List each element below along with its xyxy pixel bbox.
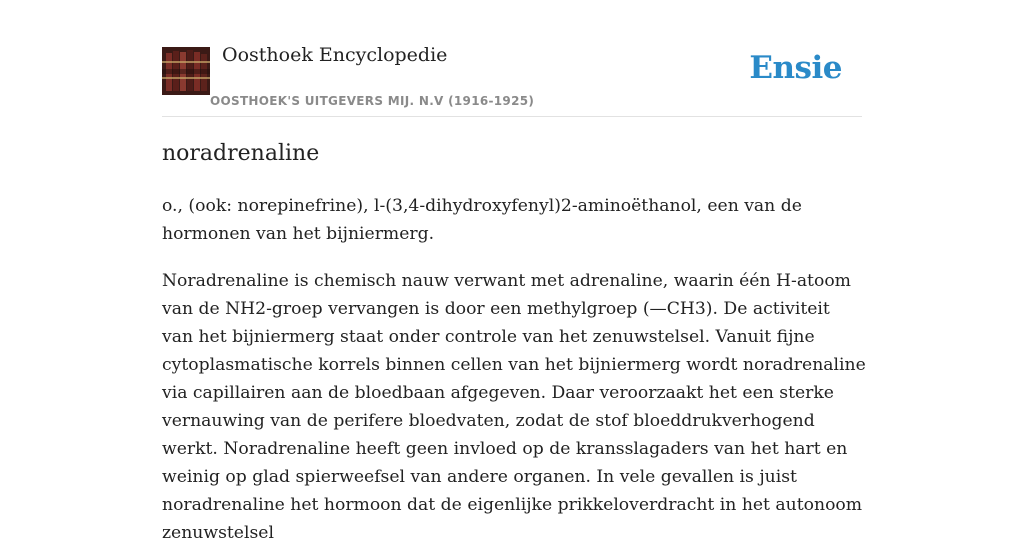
source-title[interactable]: Oosthoek Encyclopedie [222,44,448,66]
article [162,138,866,547]
book-spines-icon [162,47,210,95]
article-title: noradrenaline [162,141,320,166]
article-paragraph: Noradrenaline is chemisch nauw verwant met adrenaline, waarin één H-atoom van de NH2-groep vervangen is door een methylgroep (—CH3). De activiteit van het bijniermerg staat onder controle van het zenuwstelsel. Vanuit fijne cytoplasmatische korrels binnen cellen van het bijniermerg wordt noradrenaline via capillairen aan de bloedbaan afgegeven. Daar veroorzaakt het een sterke vernauwing van de perifere bloedvaten, zodat de stof bloeddrukverhogend werkt. Noradrenaline heeft geen invloed op de kransslagaders van het hart en weinig op glad spierweefsel van andere organen. In vele gevallen is juist noradrenaline het hormoon dat de eigenlijke prikkeloverdracht in het autonoom zenuwstelsel [162,271,866,543]
source-avatar[interactable] [162,47,210,95]
ensie-logo-link[interactable]: Ensie [749,50,842,86]
site-header [162,0,862,117]
article-paragraph: o., (ook: norepinefrine), l-(3,4-dihydroxyfenyl)2-aminoëthanol, een van de hormonen van het bijniermerg. [162,196,802,244]
source-subtitle: OOSTHOEK'S UITGEVERS MIJ. N.V (1916-1925) [210,94,535,108]
